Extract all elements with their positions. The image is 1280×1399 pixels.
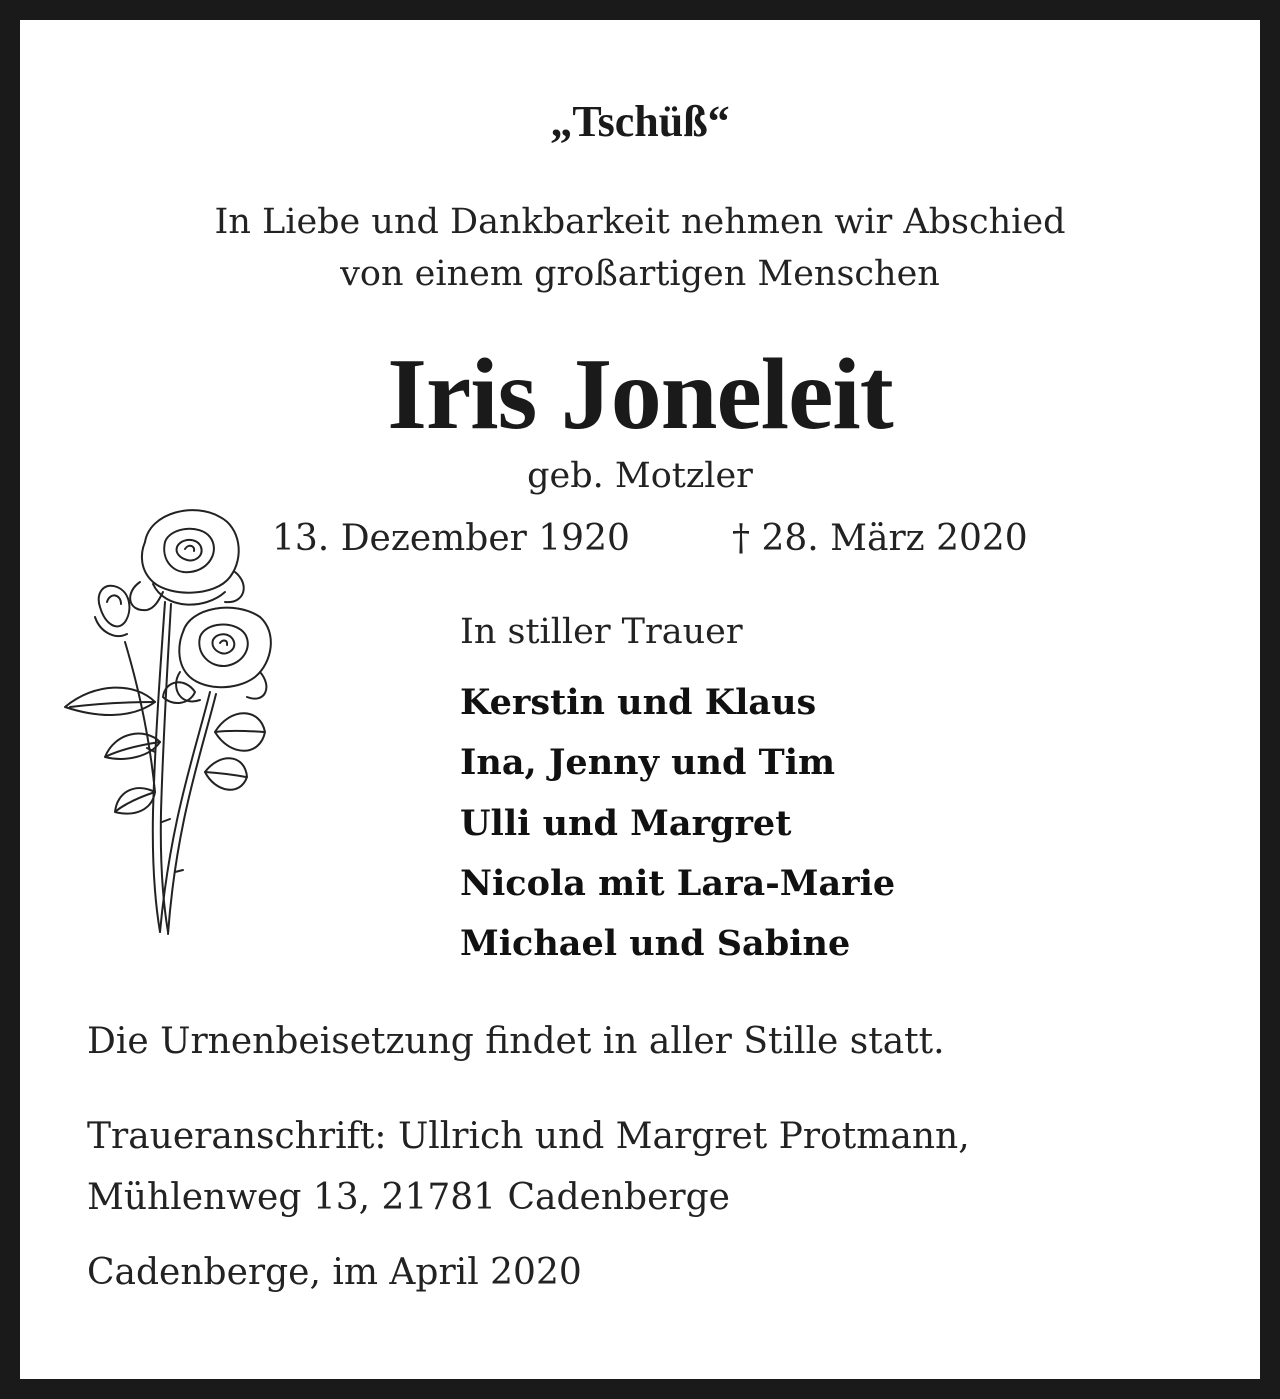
address-line-2: Mühlenweg 13, 21781 Cadenberge (87, 1177, 730, 1218)
mourner-name: Kerstin und Klaus (460, 682, 817, 723)
deceased-name: Iris Joneleit (387, 338, 893, 451)
maiden-name: geb. Motzler (527, 456, 753, 496)
address-line-1: Traueranschrift: Ullrich und Margret Protmann, (87, 1116, 970, 1157)
rose-icon (55, 492, 295, 942)
mourner-name: Nicola mit Lara-Marie (460, 863, 896, 904)
intro-line-1: In Liebe und Dankbarkeit nehmen wir Abschied (214, 202, 1066, 242)
mourner-name: Ulli und Margret (460, 803, 792, 844)
mourner-name: Michael und Sabine (460, 923, 851, 964)
death-date: † 28. März 2020 (732, 518, 1028, 559)
birth-date: 13. Dezember 1920 (272, 518, 630, 559)
mourner-name: Ina, Jenny und Tim (460, 742, 836, 783)
burial-note: Die Urnenbeisetzung findet in aller Stille statt. (87, 1021, 945, 1062)
intro-line-2: von einem großartigen Menschen (340, 254, 940, 294)
motto: „Tschüß“ (550, 97, 730, 146)
place-date: Cadenberge, im April 2020 (87, 1252, 582, 1293)
mourning-label: In stiller Trauer (460, 612, 743, 652)
